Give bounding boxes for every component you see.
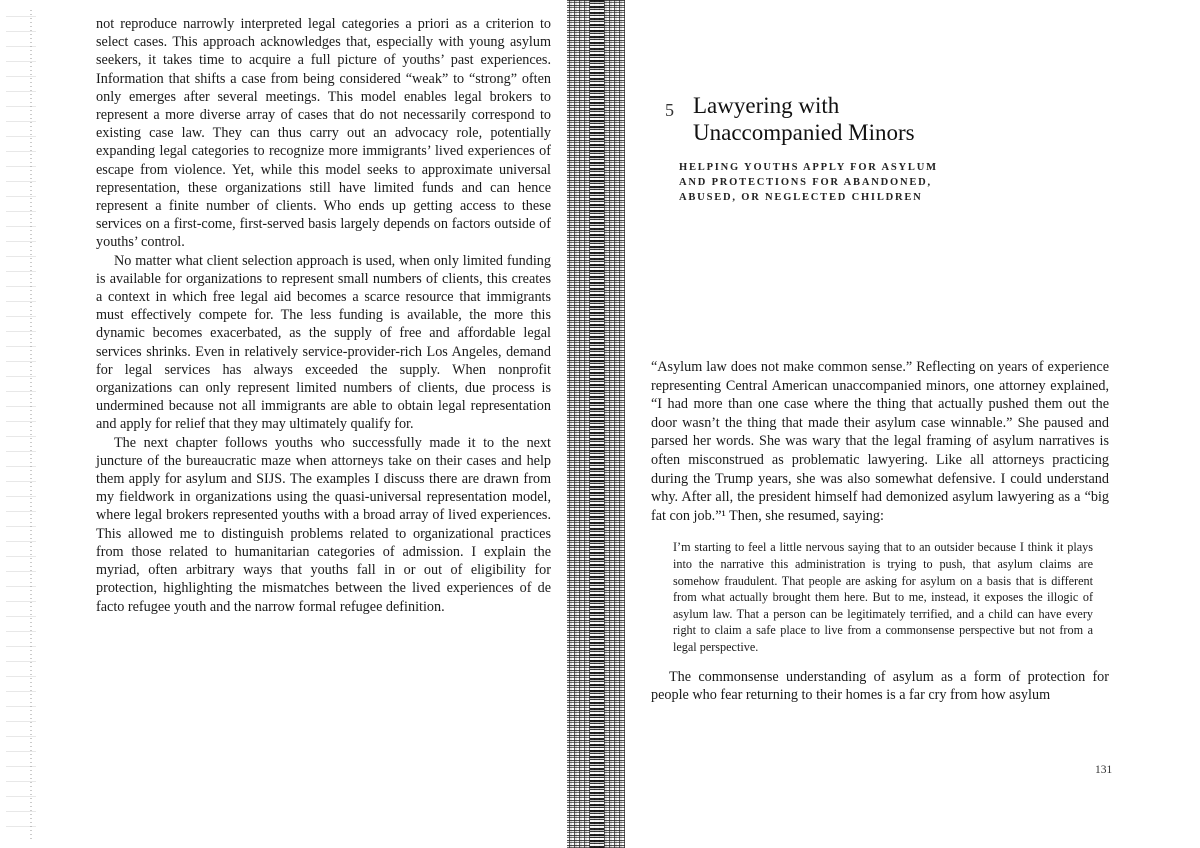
left-paragraph-1: not reproduce narrowly interpreted legal categories a priori as a criterion to select cases. This approach acknowledges that, especially with young asylum seekers, it takes time to acquire a full picture of youths’ past experiences. Information that shifts a case from being considered “weak” to “strong” often only emerges after several meetings. This model enables legal brokers to represent a more diverse array of cases that do not necessarily correspond to existing case law. They can thus carry out an advocacy role, potentially expanding legal categories to recognize more immigrants’ lived experiences of escape from violence. Yet, while this model seeks to approximate universal representation, these organizations still have limited funds and can hence represent a finite number of clients. Who ends up getting access to these services on a first-come, first-served basis largely depends on factors outside of youths’ control. — [96, 16, 551, 251]
chapter-title — [693, 92, 1033, 146]
chapter-number: 5 — [665, 100, 674, 120]
right-page-body — [651, 358, 1109, 705]
chapter-title-line-2: Unaccompanied Minors — [693, 120, 915, 145]
chapter-subtitle — [679, 160, 1009, 205]
left-page-body — [96, 15, 551, 616]
left-paragraph-3: The next chapter follows youths who successfully made it to the next juncture of the bureaucratic maze when attorneys take on their cases and help them apply for asylum and SIJS. The examples I discuss there are drawn from my fieldwork in organizations using the quasi-universal representation model, where legal brokers represented youths with a broad array of lived experiences. This allowed me to distinguish problems related to organizational practices from those related to humanitarian categories of admission. I explain the myriad, often arbitrary ways that youths fall in or out of eligibility for protection, highlighting the mismatches between the lived experiences of de facto refugee youth and the narrow formal refugee definition. — [96, 434, 551, 615]
page-number: 131 — [1095, 764, 1113, 776]
chapter-subtitle-line-2: AND PROTECTIONS FOR ABANDONED, — [679, 177, 932, 188]
book-spine-shadow — [590, 0, 604, 848]
block-quote: I’m starting to feel a little nervous saying that to an outsider because I think it plays into the narrative this administration is trying to push, that asylum claims are somehow fraudulent. That people are asking for asylum on a basis that is different from what actually brought them here. But to me, instead, it exposes the illogic of asylum law. That a person can be legitimately terrified, and a child can have every right to claim a safe place to live from a commonsense perspective but not from a legal perspective. — [673, 540, 1093, 654]
left-page — [0, 0, 575, 848]
scan-margin-line — [30, 10, 32, 840]
opening-paragraph: “Asylum law does not make common sense.” Reflecting on years of experience representing Central American unaccompanied minors, one attorney explained, “I had more than one case where the thing that actually pushed them out the door wasn’t the thing that made their asylum case winnable.” She paused and parsed her words. She was wary that the legal framing of asylum narratives is often misconstrued as problematic lawyering. Like all attorneys practicing during the Trump years, she was also somewhat defensive. I could understand why. After all, the president himself had demonized asylum lawyering as a “big fat con job.”¹ Then, she resumed, saying: — [651, 359, 1109, 524]
chapter-subtitle-line-1: HELPING YOUTHS APPLY FOR ASYLUM — [679, 162, 938, 173]
right-page — [625, 0, 1200, 848]
left-paragraph-2: No matter what client selection approach is used, when only limited funding is available for organizations to represent small numbers of clients, this creates a context in which free legal aid becomes a scarce resource that immigrants must effectively compete for. The less funding is available, the more this dynamic becomes exacerbated, as the supply of free and affordable legal services shrinks. Even in relatively service-provider-rich Los Angeles, demand for legal services has always exceeded the supply. When nonprofit organizations can only represent limited numbers of clients, due process is undermined because not all immigrants are able to obtain legal representation and apply for relief that they may ultimately qualify for. — [96, 252, 551, 433]
closing-paragraph: The commonsense understanding of asylum as a form of protection for people who fear returning to their homes is a far cry from how asylum — [651, 668, 1109, 704]
chapter-subtitle-line-3: ABUSED, OR NEGLECTED CHILDREN — [679, 192, 923, 203]
chapter-title-line-1: Lawyering with — [693, 93, 840, 118]
